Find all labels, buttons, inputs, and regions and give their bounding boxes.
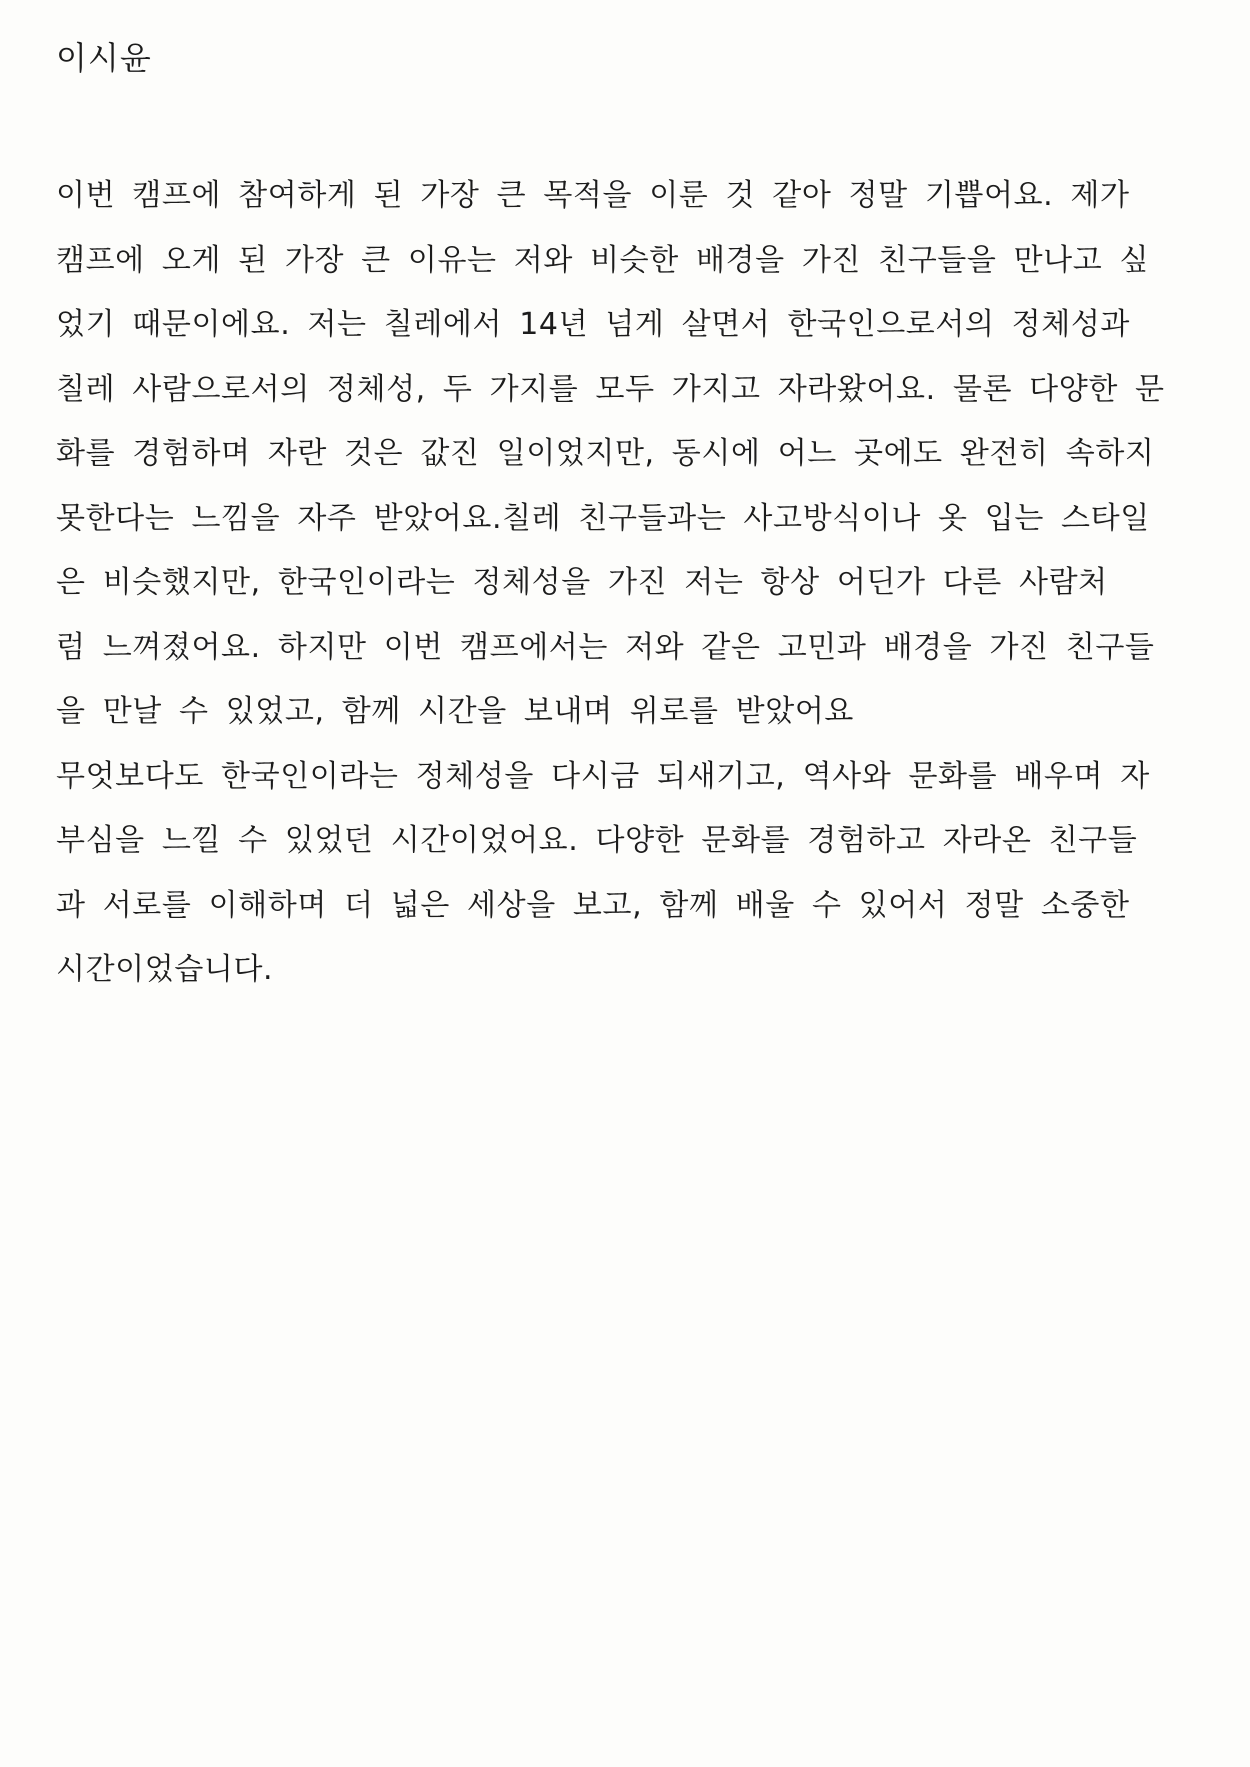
essay-line: 칠레 사람으로서의 정체성, 두 가지를 모두 가지고 자라왔어요. 물론 다양한 문 xyxy=(56,371,1165,407)
essay-line: 시간이었습니다. xyxy=(56,952,274,987)
essay-line: 부심을 느낄 수 있었던 시간이었어요. 다양한 문화를 경험하고 자라온 친구들 xyxy=(56,823,1138,858)
essay-line: 과 서로를 이해하며 더 넓은 세상을 보고, 함께 배울 수 있어서 정말 소중한 xyxy=(56,887,1130,923)
essay-line: 화를 경험하며 자란 것은 값진 일이었지만, 동시에 어느 곳에도 완전히 속하지 xyxy=(56,436,1155,471)
author-name: 이시윤 xyxy=(56,39,152,77)
essay-line: 었기 때문이에요. 저는 칠레에서 14년 넘게 살면서 한국인으로서의 정체성과 xyxy=(56,307,1130,342)
essay-line: 못한다는 느낌을 자주 받았어요.칠레 친구들과는 사고방식이나 옷 입는 스타일 xyxy=(56,500,1150,536)
essay-line: 무엇보다도 한국인이라는 정체성을 다시금 되새기고, 역사와 문화를 배우며 자 xyxy=(56,758,1150,794)
essay-line: 은 비슷했지만, 한국인이라는 정체성을 가진 저는 항상 어딘가 다른 사람처 xyxy=(56,565,1108,600)
essay-line: 을 만날 수 있었고, 함께 시간을 보내며 위로를 받았어요 xyxy=(56,694,854,729)
essay-line: 럼 느껴졌어요. 하지만 이번 캠프에서는 저와 같은 고민과 배경을 가진 친구들 xyxy=(56,629,1155,665)
essay-line: 이번 캠프에 참여하게 된 가장 큰 목적을 이룬 것 같아 정말 기쁩어요. 제가 xyxy=(56,178,1130,213)
essay-line: 캠프에 오게 된 가장 큰 이유는 저와 비슷한 배경을 가진 친구들을 만나고 싶 xyxy=(56,242,1150,278)
essay-body xyxy=(56,168,1176,1007)
